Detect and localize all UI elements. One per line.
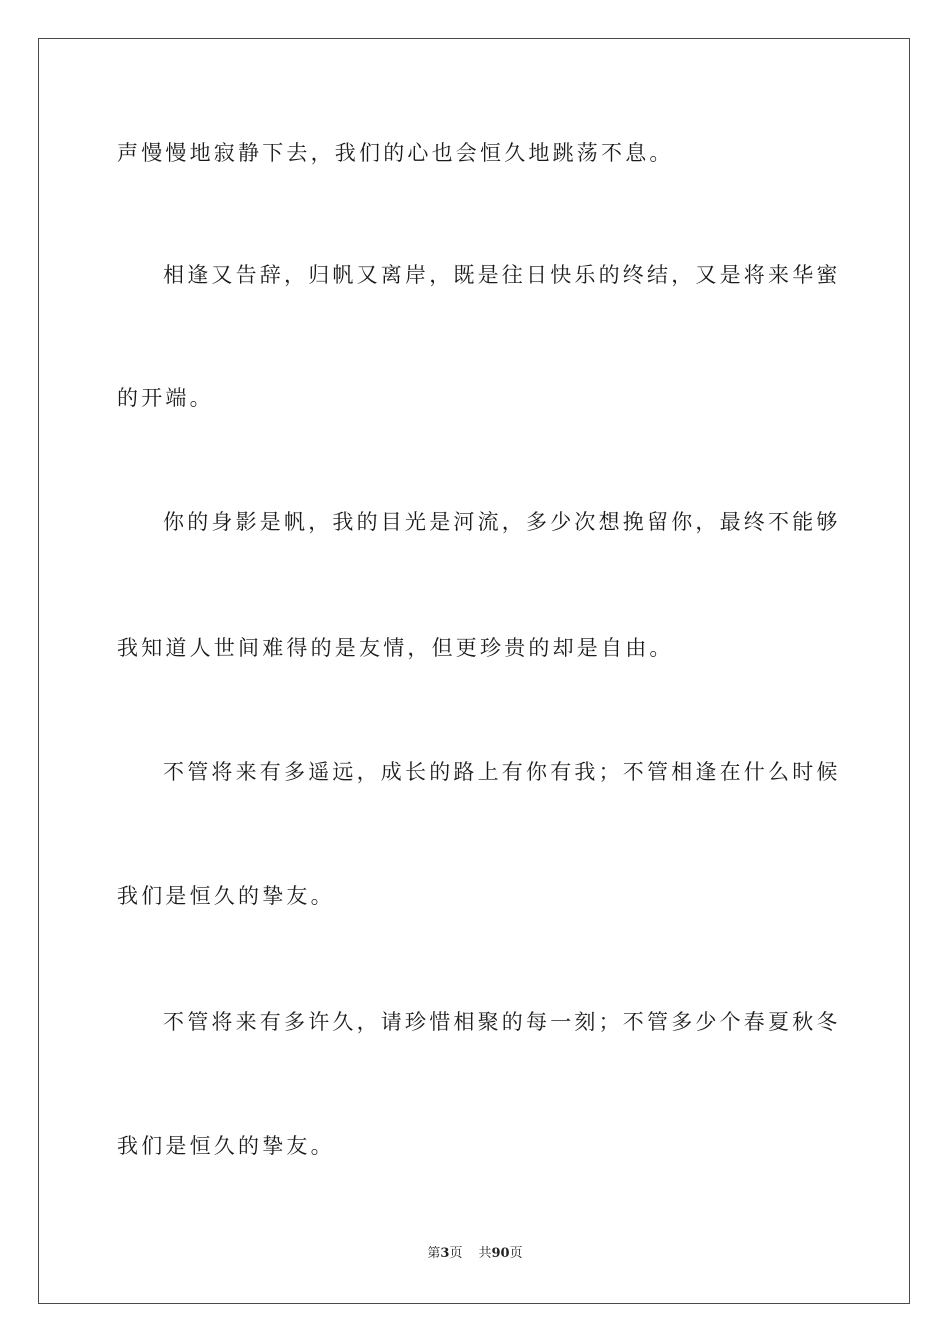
text-line-4: 你的身影是帆，我的目光是河流，多少次想挽留你，最终不能够	[163, 510, 841, 534]
page-suffix: 页	[449, 1246, 463, 1261]
total-pages: 90	[491, 1246, 510, 1261]
page-frame	[38, 38, 910, 1304]
total-prefix: 共	[478, 1246, 492, 1261]
text-line-7: 我们是恒久的挚友。	[117, 884, 335, 908]
page-footer	[0, 1245, 950, 1263]
text-line-1: 声慢慢地寂静下去，我们的心也会恒久地跳荡不息。	[117, 141, 674, 165]
text-line-2: 相逢又告辞，归帆又离岸，既是往日快乐的终结，又是将来华蜜	[163, 263, 841, 287]
page-number: 3	[440, 1246, 450, 1261]
page-prefix: 第	[427, 1246, 441, 1261]
text-line-3: 的开端。	[117, 386, 214, 410]
text-line-8: 不管将来有多许久，请珍惜相聚的每一刻；不管多少个春夏秋冬	[163, 1010, 841, 1034]
text-line-5: 我知道人世间难得的是友情，但更珍贵的却是自由。	[117, 636, 674, 660]
total-suffix: 页	[509, 1246, 523, 1261]
text-line-6: 不管将来有多遥远，成长的路上有你有我；不管相逢在什么时候	[163, 760, 841, 784]
text-line-9: 我们是恒久的挚友。	[117, 1134, 335, 1158]
